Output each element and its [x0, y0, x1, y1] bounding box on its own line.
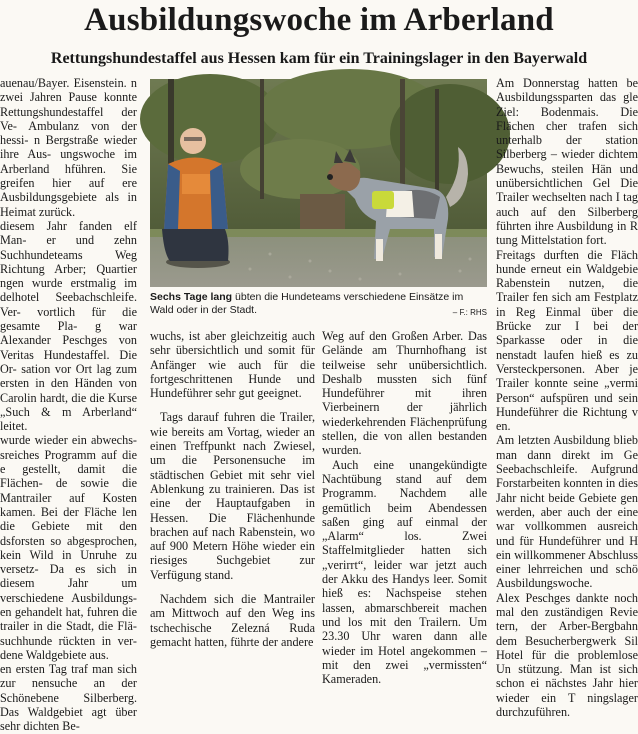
article-headline: Ausbildungswoche im Arberland: [84, 2, 554, 38]
article-column-3: [322, 329, 487, 687]
paragraph: Nachdem sich die Mantrailer am Mittwoch auf den Weg ins tschechische Zelezná Ruda gemacht hatten, führte der andere: [150, 592, 315, 649]
paragraph: diesem Jahr fanden elf Man- er und zehn Suchhundeteams Weg Richtung Arber; Quartier ngen wurde erstmalig im delhotel Seebachschleife. Ver- vortlich für die gesamte Pla- g war Alexander Peschges von Veritas Hundestaffel. Die Or- sation vor Ort lag zum ersten in den Händen von Carolin hardt, die die Kurse „Such & m Arberland“ leitet.: [0, 218, 137, 434]
paragraph: Weg auf den Großen Arber. Das Gelände am Thurnhofhang ist teilweise sehr unübersichtlich. Deshalb mussten sich fünf Hundeführer mit ihren Vierbeinern der jährlich wiederkehrenden Flächenprüfung stellen, die von allen bestanden wurden.: [322, 329, 487, 458]
caption-text: übten die Hundeteams verschiedene Einsätze im Wald oder in der Stadt.: [150, 291, 464, 316]
paragraph: Alex Peschges dankte noch mal den zuständigen Revie tern, der Arber-Bergbahn dem Besucherbergwerk Sil Hotel für die problemlose Un stützung. Man ist sich schon ei nächstes Jahr hier wieder ein T ningslager durchzuführen.: [496, 590, 638, 720]
caption-lead: Sechs Tage lang: [150, 291, 233, 303]
paragraph: Freitags durften die Fläch hunde erneut ein Waldgebie Rabenstein nutzen, die Trailer fen sich am Festplatz in Reg Einmal über die Brücke zur I bei der Sparkasse oder in die nenstadt laufen hieß es zu Versteckpersonen. Aber je Trailer konnte seine „vermi Person“ aufspüren und sein Hundeführer die Richtung v en.: [496, 247, 638, 434]
article-column-2: [150, 329, 315, 649]
paragraph: wurde wieder ein abwechs- sreiches Programm auf die e gestellt, damit die Flächen- de sowie die Mantrailer auf Kosten kamen. Bei der Fläche len die Gebiete mit den dsforsten so abgesprochen, kein Wild in Unruhe zu versetz- Da es sich in diesem Jahr um verschiedene Ausbildungs- en gehandelt hat, fuhren die trailer in die Stadt, die Flä- suchhunde rückten in ver- dene Waldgebiete aus.: [0, 433, 137, 662]
photo-credit: – F.: RHS: [452, 308, 487, 317]
article-subheadline: Rettungshundestaffel aus Hessen kam für ein Trainingslager in den Bayerwald: [50, 50, 588, 67]
paragraph: auenau/Bayer. Eisenstein. n zwei Jahren Pause konnte Rettungshundestaffel der Ve- Ambulanz von der hessi- n Bergstraße wieder ihre Aus- ungswoche im Arberland hführen. Sie greifen hier auf ere Ausbildungsgebiete als in Heimat zurück.: [0, 76, 137, 219]
photo-caption: [150, 291, 487, 319]
paragraph: Auch eine unangekündigte Nachtübung stand auf dem Programm. Nachdem alle gemütlich beim Abendessen saßen ging auf einmal der „Alarm“ los. Zwei Staffelmitglieder hatten sich „verirrt“, leider war jetzt auch der Akku des Handys leer. Somit hieß es: Nachspeise stehen lassen, abmarschbereit machen und los mit den Trailern. Um 23.30 Uhr waren dann alle wieder im Hotel angekommen – mit den zwei „vermissten“ Kameraden.: [322, 457, 487, 687]
paragraph: en ersten Tag traf man sich zur nensuche an der Schönebene Silberberg. Das Waldgebiet agt über sehr dichten Be-: [0, 662, 137, 734]
paragraph: Am Donnerstag hatten be Ausbildungssparten das gle Ziel: Bodenmais. Die Flächen cher trafen sich unterhalb der station Silberberg – wieder dichtem Bewuchs, steilen Hän und unübersichtlichen Gel Die Trailer wechselten nach I tag auch auf den Silberberg führten ihre Ausbildung in R tung Mittelstation fort.: [496, 76, 638, 248]
paragraph: Tags darauf fuhren die Trailer, wie bereits am Vortag, wieder an einen Treffpunkt nach Zwiesel, um die Personensuche im städtischen Gebiet mit sehr viel Ablenkung zu trainieren. Das ist eine der Hauptaufgaben in Hessen. Die Flächenhunde brachen auf nach Rabenstein, wo auf 900 Metern Höhe wieder ein riesiges Suchgebiet zur Verfügung stand.: [150, 410, 315, 582]
paragraph: wuchs, ist aber gleichzeitig auch sehr übersichtlich und somit für Anfänger wie auch für die fortgeschrittenen Hunde und Hundeführer sehr gut geeignet.: [150, 329, 315, 401]
paragraph: Am letzten Ausbildung blieb man dann direkt im Ge Seebachschleife. Aufgrund Forstarbeiten konnten in dies Jahr nicht beide Gebiete gen werden, aber auch der eine war vollkommen ausreich und für Hundeführer und H ein willkommener Abschluss einer lehrreichen und schö Ausbildungswoche.: [496, 433, 638, 591]
article-column-4: [496, 76, 638, 720]
article-photo: [150, 79, 487, 287]
article-column-1: [0, 76, 137, 734]
photo-dog-trainer-image: [150, 79, 487, 287]
